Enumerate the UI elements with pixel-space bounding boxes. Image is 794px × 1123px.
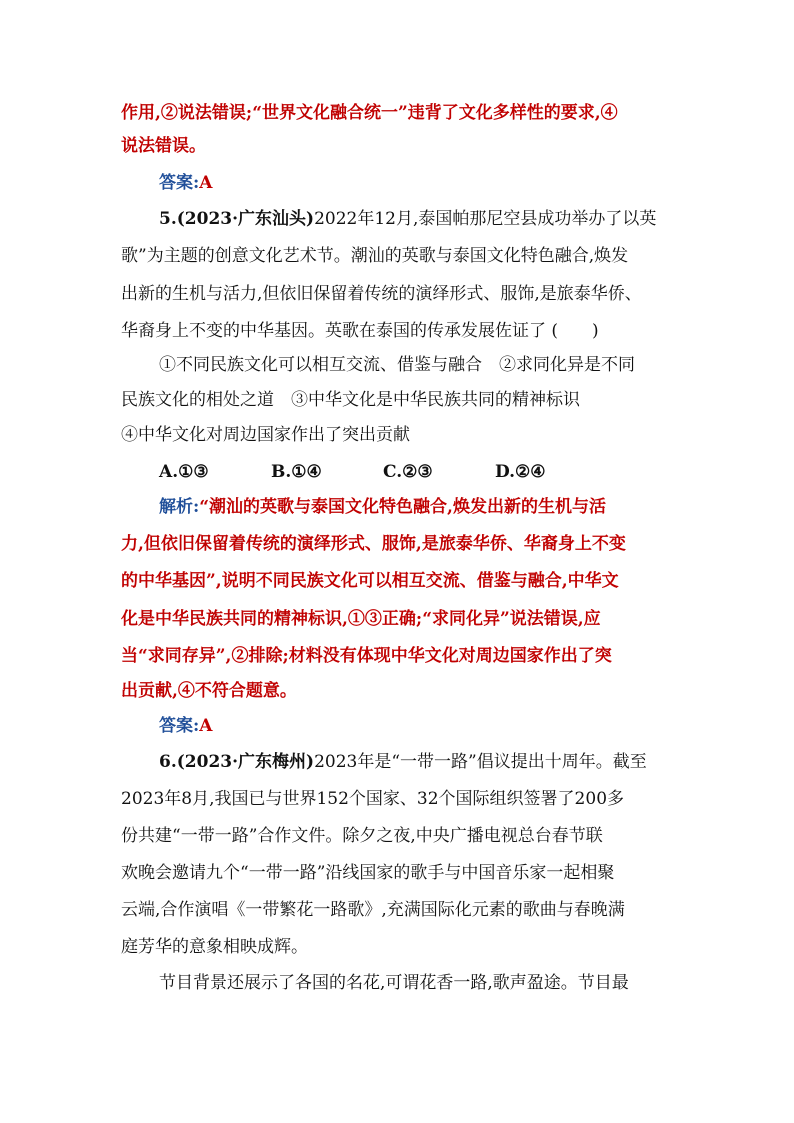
question-5-line-4: 华裔身上不变的中华基因。英歌在泰国的传承发展佐证了 ( ) bbox=[121, 321, 599, 341]
answer-label: 答案: bbox=[159, 173, 200, 193]
analysis-text: “潮汕的英歌与泰国文化特色融合,焕发出新的生机与活 bbox=[199, 497, 606, 517]
analysis-label: 解析: bbox=[159, 497, 200, 517]
analysis-line-5: 当“求同存异”,②排除;材料没有体现中华文化对周边国家作出了突 bbox=[121, 646, 612, 666]
question-text: 2022年12月,泰国帕那尼空县成功举办了以英 bbox=[314, 209, 657, 229]
question-6-para2-line-1: 节目背景还展示了各国的名花,可谓花香一路,歌声盈途。节目最 bbox=[159, 973, 629, 993]
option-c: C.②③ bbox=[383, 462, 433, 482]
answer-value: A bbox=[199, 716, 213, 736]
answer-line-q5 bbox=[0, 708, 794, 744]
question-text: 2023年是“一带一路”倡议提出十周年。截至 bbox=[314, 752, 647, 772]
question-6-line-2: 2023年8月,我国已与世界152个国家、32个国际组织签署了200多 bbox=[121, 789, 625, 809]
answer-label: 答案: bbox=[159, 716, 200, 736]
question-number: 5.(2023·广东汕头) bbox=[159, 209, 315, 229]
analysis-continued-line-2: 说法错误。 bbox=[121, 136, 206, 156]
question-6-line-3: 份共建“一带一路”合作文件。除夕之夜,中央广播电视总台春节联 bbox=[121, 826, 603, 846]
analysis-line-6: 出贡献,④不符合题意。 bbox=[121, 681, 297, 701]
question-6-line-5: 云端,合作演唱《一带繁花一路歌》,充满国际化元素的歌曲与春晚满 bbox=[121, 900, 625, 920]
question-6-line-6: 庭芳华的意象相映成辉。 bbox=[121, 937, 308, 957]
option-a: A.①③ bbox=[159, 462, 209, 482]
analysis-line-2: 力,但依旧保留着传统的演绎形式、服饰,是旅泰华侨、华裔身上不变 bbox=[121, 534, 626, 554]
question-6-line-4: 欢晚会邀请九个“一带一路”沿线国家的歌手与中国音乐家一起相聚 bbox=[121, 863, 615, 883]
answer-value: A bbox=[199, 173, 213, 193]
question-5-line-3: 出新的生机与活力,但依旧保留着传统的演绎形式、服饰,是旅泰华侨、 bbox=[121, 284, 642, 304]
analysis-line-1 bbox=[0, 489, 794, 525]
statement-line-3: ④中华文化对周边国家作出了突出贡献 bbox=[121, 425, 410, 445]
question-number: 6.(2023·广东梅州) bbox=[159, 752, 315, 772]
option-b: B.①④ bbox=[271, 462, 322, 482]
question-6-line-1 bbox=[0, 744, 794, 780]
answer-line-q4 bbox=[0, 165, 794, 201]
statement-line-2: 民族文化的相处之道 ③中华文化是中华民族共同的精神标识 bbox=[121, 390, 580, 410]
option-d: D.②④ bbox=[495, 462, 546, 482]
analysis-line-3: 的中华基因”,说明不同民族文化可以相互交流、借鉴与融合,中华文 bbox=[121, 571, 619, 591]
question-5-line-1 bbox=[0, 201, 794, 237]
question-5-line-2: 歌”为主题的创意文化艺术节。潮汕的英歌与泰国文化特色融合,焕发 bbox=[121, 246, 629, 266]
options-row bbox=[0, 454, 794, 490]
analysis-continued-line-1: 作用,②说法错误;“世界文化融合统一”违背了文化多样性的要求,④ bbox=[121, 103, 618, 123]
statement-line-1: ①不同民族文化可以相互交流、借鉴与融合 ②求同化异是不同 bbox=[159, 355, 635, 375]
analysis-line-4: 化是中华民族共同的精神标识,①③正确;“求同化异”说法错误,应 bbox=[121, 609, 601, 629]
